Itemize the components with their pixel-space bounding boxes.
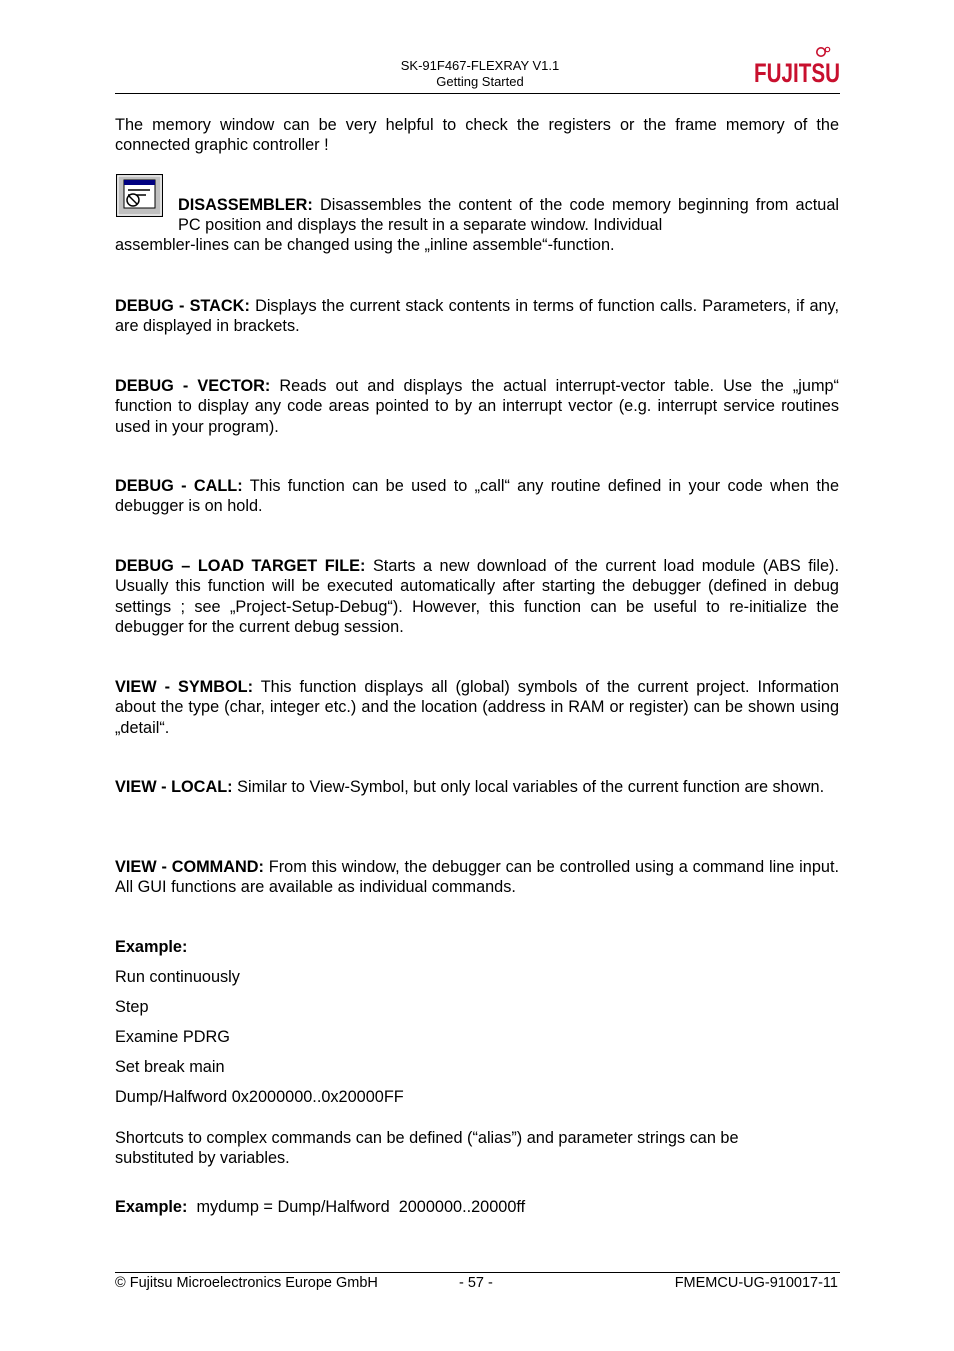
alias-example-text: mydump = Dump/Halfword 2000000..20000ff [196,1198,526,1216]
section-debug-stack [115,296,839,337]
example-line: Step [115,998,149,1016]
footer-rule [115,1272,840,1273]
intro-paragraph: The memory window can be very helpful to check the registers or the frame memory of the connected graphic controller ! [115,116,839,155]
alias-example [115,1197,525,1217]
footer-copyright: © Fujitsu Microelectronics Europe GmbH [115,1275,378,1291]
example-heading: Example: [115,938,188,956]
section-term: DEBUG - CALL: [115,477,243,495]
footer-document-id: FMEMCU-UG-910017-11 [674,1275,838,1291]
disassembler-term: DISASSEMBLER: [178,196,313,214]
example-line: Run continuously [115,968,240,986]
section-debug-load-target-file [115,556,839,637]
section-debug-vector [115,376,839,437]
document-title: SK-91F467-FLEXRAY V1.1 [400,58,560,73]
example-line: Examine PDRG [115,1028,230,1046]
footer-page-number: - 57 - [459,1275,493,1291]
section-term: VIEW - SYMBOL: [115,678,254,696]
section-view-local [115,777,839,797]
section-text: Displays the current stack contents in terms of function calls. Parameters, if any, are displayed in brackets. [115,297,840,336]
section-term: DEBUG - STACK: [115,297,250,315]
header-rule [115,93,840,94]
svg-text:FUJITSU: FUJITSU [754,58,840,88]
section-term: VIEW - COMMAND: [115,858,264,876]
disassembler-description: Disassembles the content of the code memory beginning from actual PC position and displays the result in a separate window. Individual [178,196,840,235]
section-term: DEBUG - VECTOR: [115,377,271,395]
section-debug-call [115,476,839,517]
section-text: This function can be used to „call“ any routine defined in your code when the debugger is on hold. [115,477,840,516]
section-text: This function displays all (global) symbols of the current project. Information about the type (char, integer etc.) and the location (address in RAM or register) can be shown using „detail“. [115,678,839,737]
disassembler-paragraph [178,195,839,236]
alias-example-label: Example: [115,1198,188,1216]
shortcuts-paragraph: Shortcuts to complex commands can be defined (“alias”) and parameter strings can be substituted by variables. [115,1129,739,1168]
disassembler-paragraph-continued: assembler-lines can be changed using the „inline assemble“-function. [115,236,615,254]
fujitsu-logo [752,46,844,90]
example-line: Dump/Halfword 0x2000000..0x20000FF [115,1088,404,1106]
section-text: Similar to View-Symbol, but only local variables of the current function are shown. [237,778,825,796]
section-term: VIEW - LOCAL: [115,778,233,796]
document-subtitle: Getting Started [436,74,524,89]
disassembler-window-icon[interactable] [116,174,163,217]
page-header [330,58,630,90]
section-text: Reads out and displays the actual interrupt-vector table. Use the „jump“ function to display any code areas pointed to by an interrupt vector (e.g. interrupt service routines used in your program). [115,377,839,436]
section-text: Starts a new download of the current load module (ABS file). Usually this function will be executed automatically after starting the debugger (defined in debug settings ; see „Project-Setup-Debug“). However, this function can be useful to re-initialize the debugger for the current debug session. [115,557,839,636]
section-text: From this window, the debugger can be controlled using a command line input. All GUI functions are available as individual commands. [115,858,839,897]
section-view-command [115,857,839,898]
section-term: DEBUG – LOAD TARGET FILE: [115,557,366,575]
example-line: Set break main [115,1058,225,1076]
section-view-symbol [115,677,839,738]
